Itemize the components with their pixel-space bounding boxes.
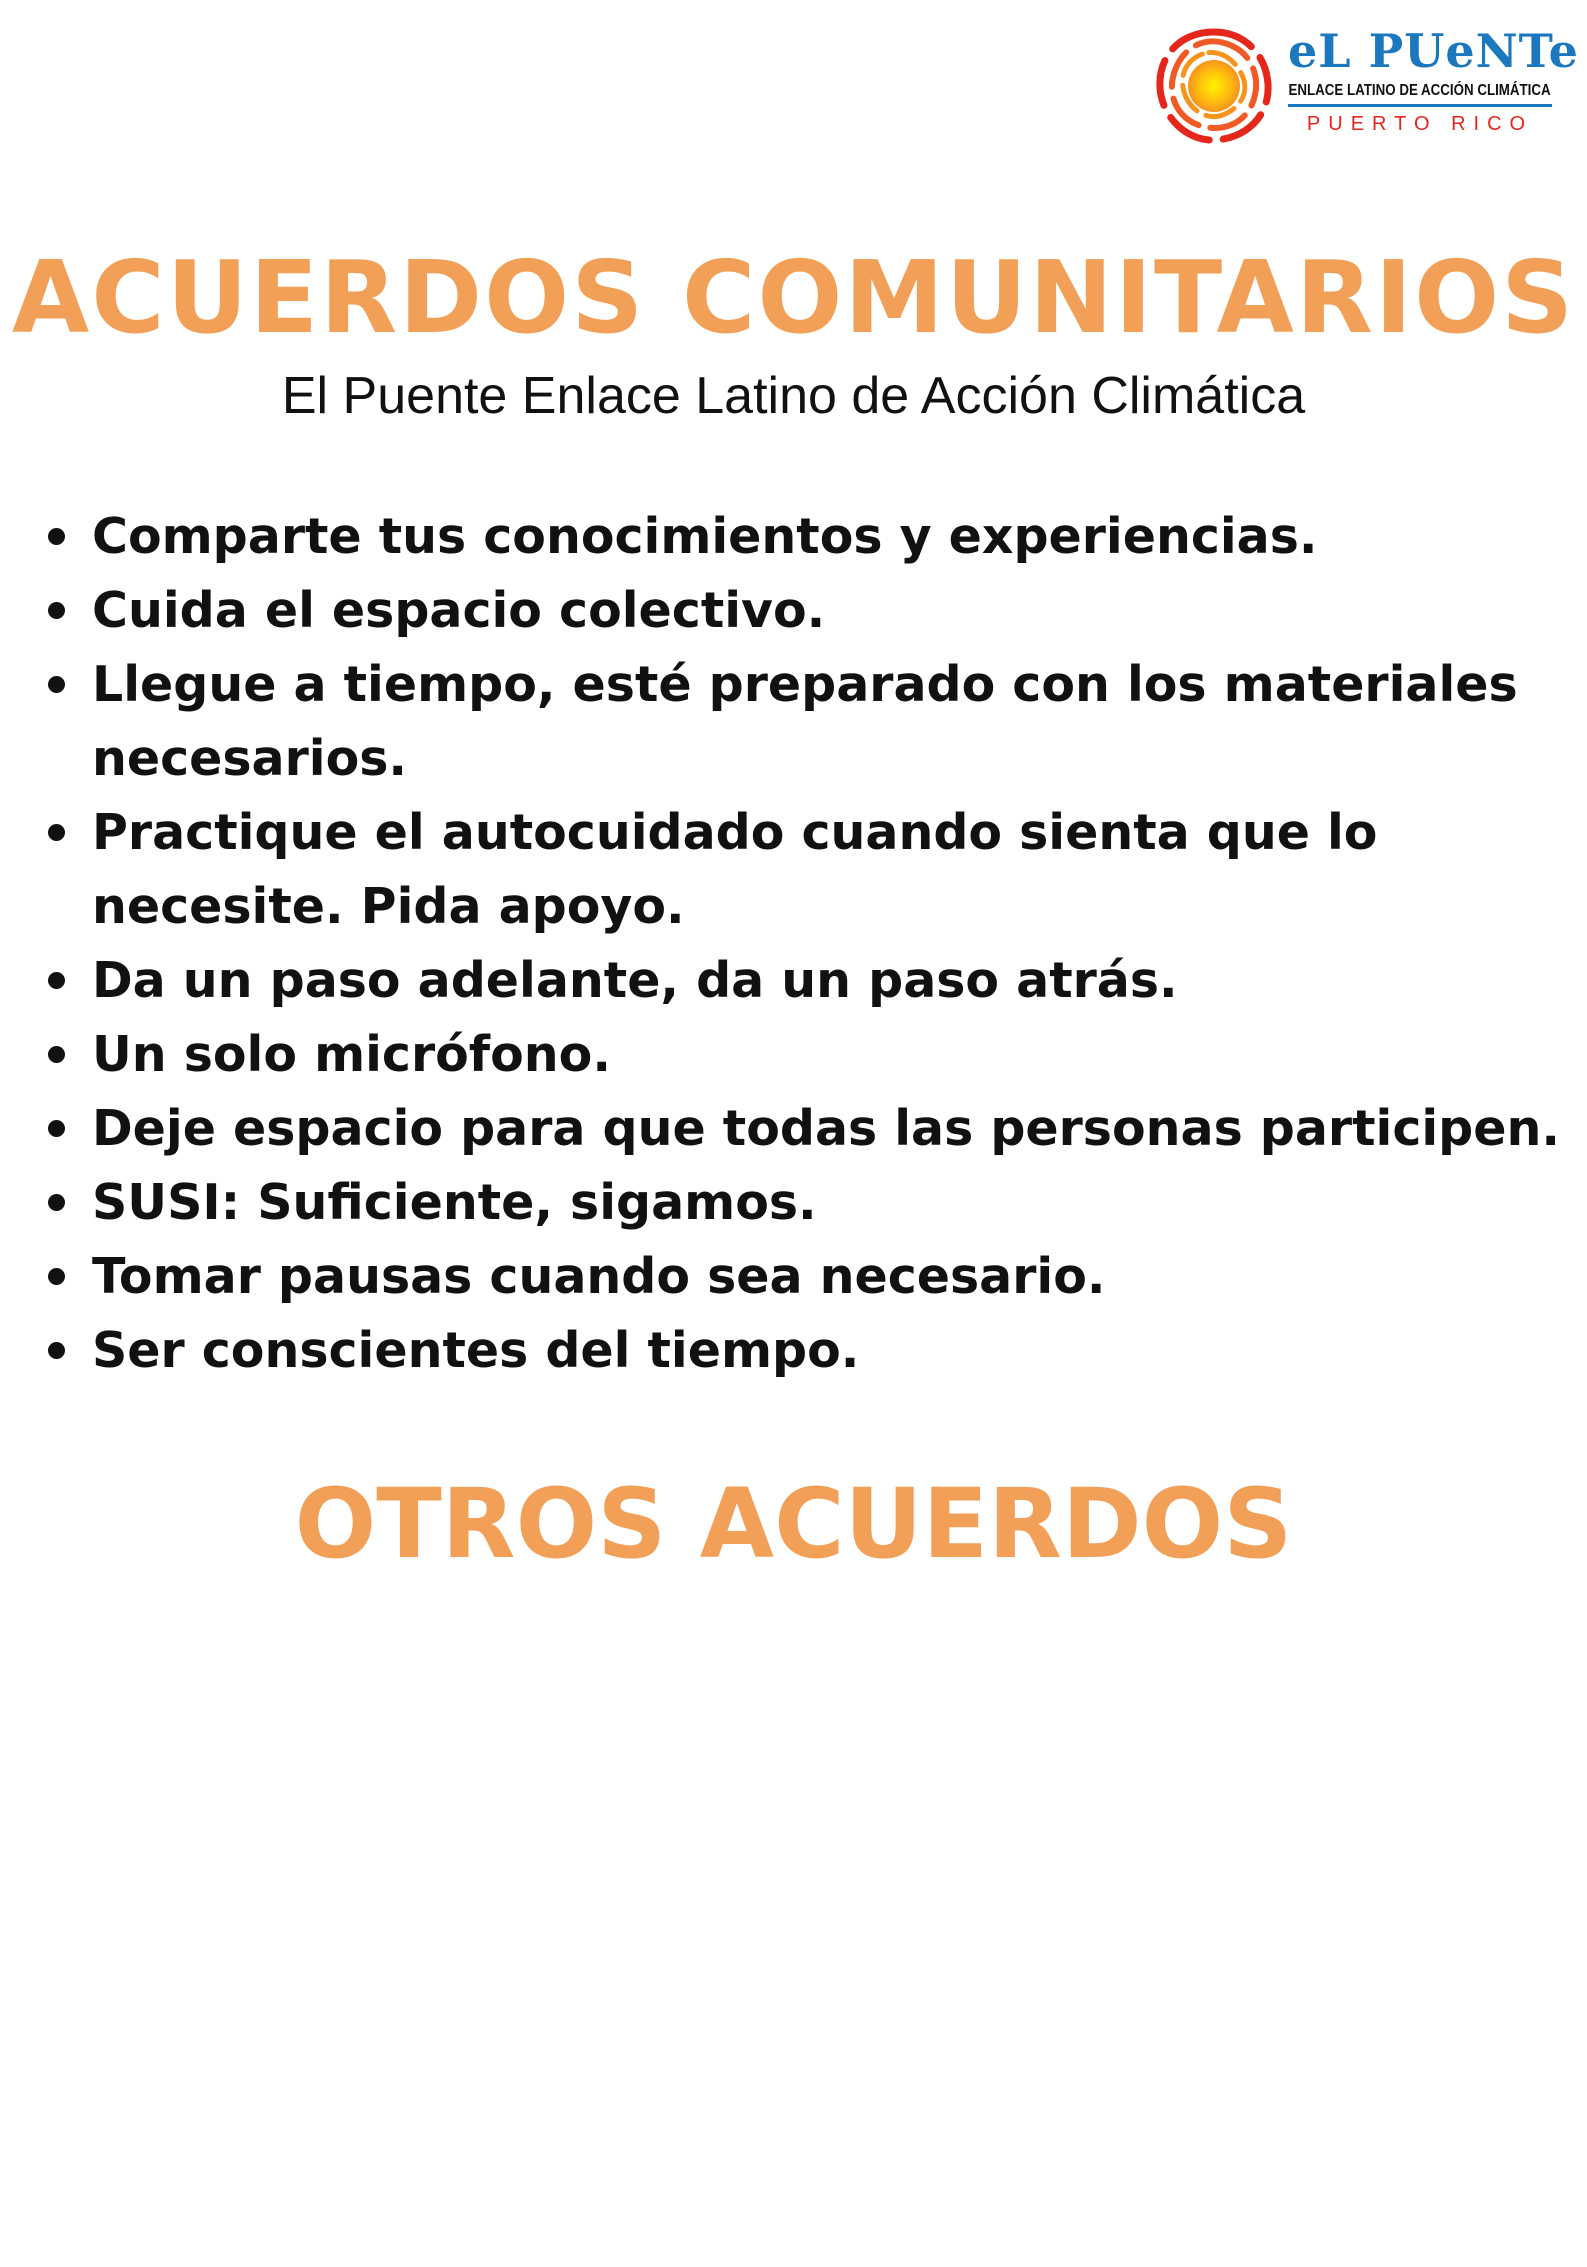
agreement-item	[40, 1092, 1560, 1166]
agreement-text: Da un paso adelante, da un paso atrás.	[92, 952, 1178, 1009]
agreement-item	[40, 574, 1560, 648]
bullet-icon	[48, 1120, 65, 1137]
agreement-text: Comparte tus conocimientos y experiencias.	[92, 508, 1318, 565]
bullet-icon	[48, 972, 65, 989]
agreement-item	[40, 648, 1560, 796]
bullet-icon	[48, 602, 65, 619]
agreement-item	[40, 796, 1560, 944]
sun-icon	[1150, 26, 1278, 148]
other-agreements-title: OTROS ACUERDOS	[294, 1468, 1293, 1580]
agreement-text: Cuida el espacio colectivo.	[92, 582, 826, 639]
bullet-icon	[48, 824, 65, 841]
agreements-list	[40, 500, 1560, 1388]
bullet-icon	[48, 1342, 65, 1359]
bullet-icon	[48, 528, 65, 545]
agreement-text: Tomar pausas cuando sea necesario.	[92, 1248, 1106, 1305]
logo-divider	[1288, 104, 1552, 107]
agreement-item	[40, 1166, 1560, 1240]
agreement-text: Deje espacio para que todas las personas participen.	[92, 1100, 1560, 1157]
logo-title: eL PUeNTe	[1288, 24, 1579, 78]
agreement-text: Un solo micrófono.	[92, 1026, 611, 1083]
bullet-icon	[48, 1194, 65, 1211]
agreement-item	[40, 1240, 1560, 1314]
agreement-item	[40, 944, 1560, 1018]
agreement-text: Llegue a tiempo, esté preparado con los materiales necesarios.	[92, 656, 1518, 787]
agreement-text: Ser conscientes del tiempo.	[92, 1322, 860, 1379]
agreement-item	[40, 1018, 1560, 1092]
logo-place: PUERTO RICO	[1306, 113, 1534, 135]
agreement-item	[40, 1314, 1560, 1388]
bullet-icon	[48, 1268, 65, 1285]
bullet-icon	[48, 1046, 65, 1063]
agreement-item	[40, 500, 1560, 574]
page-subtitle: El Puente Enlace Latino de Acción Climática	[281, 367, 1306, 425]
bullet-icon	[48, 676, 65, 693]
agreement-text: Practique el autocuidado cuando sienta que lo necesite. Pida apoyo.	[92, 804, 1378, 935]
page-title: ACUERDOS COMUNITARIOS	[11, 239, 1576, 356]
logo-subtitle: ENLACE LATINO DE ACCIÓN CLIMÁTICA	[1288, 82, 1551, 99]
agreement-text: SUSI: Suficiente, sigamos.	[92, 1174, 817, 1231]
el-puente-logo	[1150, 22, 1579, 152]
